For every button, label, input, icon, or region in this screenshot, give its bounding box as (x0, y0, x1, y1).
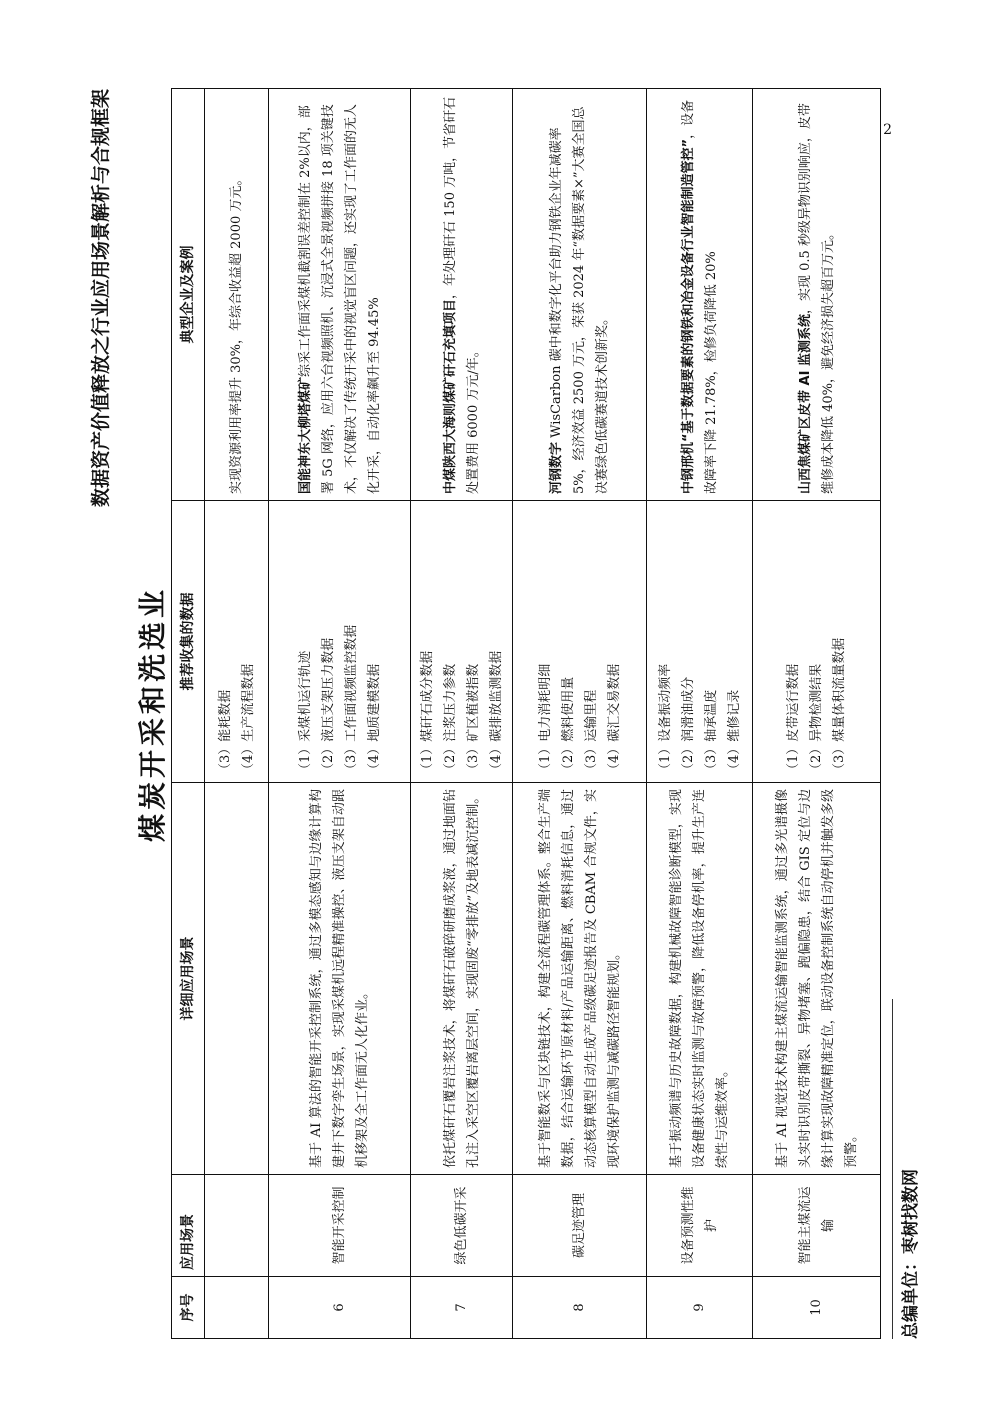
row-scenario (205, 1175, 269, 1277)
section-title: 煤炭开采和洗选业 (136, 586, 169, 843)
case-company: 山西焦煤矿区皮带 AI 监测系统 (797, 314, 813, 494)
table-row (513, 89, 647, 1339)
data-item: （4）碳汇交易数据 (606, 663, 622, 776)
case-description: WisCarbon 碳中和数字化平台助力钢铁企业年减碳率 5%，经济效益 2500 万元，荣获 2024 年“数据要素×”大赛全国总决赛绿色低碳赛道技术创新奖。 (549, 106, 610, 494)
case-company: 河钢数字 (549, 441, 564, 494)
data-item: （2）异物检测结果 (809, 663, 824, 776)
col-header-scenario: 应用场景 (172, 1175, 205, 1277)
case-description: 实现资源利用率提升 30%，年综合收益超 2000 万元。 (229, 172, 244, 494)
data-item: （4）维修记录 (726, 689, 742, 776)
data-item: （3）矿区植被指数 (465, 663, 481, 776)
header-title: 数据资产价值释放之行业应用场景解析与合规框架 (90, 89, 112, 508)
row-detail: 基于 AI 算法的智能开采控制系统，通过多模态感知与边缘计算构建井下数字孪生场景，实现采煤机远程精准操控、液压支架自动跟机移架及全工作面无人化作业。 (269, 783, 411, 1175)
data-item: （2）燃料使用量 (560, 676, 576, 776)
table-row (269, 89, 411, 1339)
case-company: 中煤陕西大海则煤矿矸石充填项目 (442, 298, 458, 494)
col-header-data: 推荐收集的数据 (172, 501, 205, 783)
row-detail: 依托煤矸石覆岩注浆技术，将煤矸石破碎研磨成浆液，通过地面钻孔注入采空区覆岩离层空间，实现固废“零排放”及地表减沉控制。 (411, 783, 513, 1175)
data-item: （1）电力消耗明细 (537, 663, 553, 776)
row-data-list (513, 501, 647, 783)
case-description: ，设备故障率下降 21.78%，检修负荷降低 20% (680, 99, 719, 494)
row-detail (205, 783, 269, 1175)
footer-editor: 总编单位：枣树找数网 (901, 1169, 921, 1339)
row-scenario: 碳足迹管理 (513, 1175, 647, 1277)
rotated-page-content (86, 89, 921, 1339)
data-item: （2）注浆压力参数 (442, 663, 458, 776)
row-index: 7 (411, 1277, 513, 1339)
row-scenario: 绿色低碳开采 (411, 1175, 513, 1277)
row-case (513, 89, 647, 501)
case-company: 国能神东大柳塔煤矿 (297, 376, 313, 494)
data-item: （4）碳排放监测数据 (488, 650, 504, 776)
data-item: （3）运输里程 (583, 689, 599, 776)
row-case (411, 89, 513, 501)
row-scenario: 智能主煤流运输 (753, 1175, 881, 1277)
data-item: （3）轴承温度 (703, 689, 719, 776)
case-description: 综采工作面采煤机截割误差控制在 2%以内，部署 5G 网络，应用六台视频照机、沉浸式全景视频拼接 18 项关键技术，不仅解决了传统开采中的视觉盲区问题，还实现了工作面的无人化开采，自动化率飙升至 94.45% (297, 103, 382, 494)
col-header-case: 典型企业及案例 (172, 89, 205, 501)
data-item: （1）设备振动频率 (657, 663, 673, 776)
table-row (205, 89, 269, 1339)
row-data-list (753, 501, 881, 783)
table-row (647, 89, 753, 1339)
data-item: （2）润滑油成分 (680, 676, 696, 776)
row-data-list (205, 501, 269, 783)
data-item: （4）生产流程数据 (240, 663, 256, 776)
row-data-list (647, 501, 753, 783)
data-item: （3）能耗数据 (217, 689, 233, 776)
data-item: （2）液压支架压力数据 (320, 637, 336, 776)
data-item: （1）采煤机运行轨迹 (297, 650, 313, 776)
row-data-list (411, 501, 513, 783)
table-row (753, 89, 881, 1339)
scenario-table (171, 88, 881, 1339)
row-data-list (269, 501, 411, 783)
case-company: 中钢邢机“基于数据要素的钢铁和冶金设备行业智能制造管控” (680, 138, 696, 494)
col-header-detail: 详细应用场景 (172, 783, 205, 1175)
col-header-index: 序号 (172, 1277, 205, 1339)
row-case (269, 89, 411, 501)
row-case (647, 89, 753, 501)
case-description: ，实现 0.5 秒级异物识别响应，皮带维修成本降低 40%，避免经济损失超百万元。 (797, 103, 836, 494)
row-index: 6 (269, 1277, 411, 1339)
row-detail: 基于振动频谱与历史故障数据，构建机械故障智能诊断模型，实现设备健康状态实时监测与故障预警，降低设备停机率，提升生产连续性与运维效率。 (647, 783, 753, 1175)
row-detail: 基于 AI 视觉技术构建主煤流运输智能监测系统，通过多光谱摄像头实时识别皮带撕裂、异物堵塞、跑偏隐患，结合 GIS 定位与边缘计算实现故障精准定位，联动设备控制系统自动停机并触发多级预警。 (753, 783, 881, 1175)
row-case (753, 89, 881, 501)
table-header-row (172, 89, 205, 1339)
footer-rule (892, 999, 893, 1339)
data-item: （3）工作面视频监控数据 (343, 624, 359, 776)
data-item: （3）煤量体积流量数据 (832, 637, 847, 776)
row-scenario: 智能开采控制 (269, 1175, 411, 1277)
data-item: （1）煤矸石成分数据 (419, 650, 435, 776)
page-number: 2 (883, 122, 892, 138)
row-index: 10 (753, 1277, 881, 1339)
table-body (205, 89, 881, 1339)
row-index: 9 (647, 1277, 753, 1339)
row-index: 8 (513, 1277, 647, 1339)
row-detail: 基于智能数采与区块链技术，构建全流程碳管理体系。整合生产端数据，结合运输环节原材料/产品运输距离、燃料消耗信息，通过动态核算模型自动生成产品级碳足迹报告及 CBAM 合规文件，实现环境保护监测与减碳路径智能规划。 (513, 783, 647, 1175)
table-row (411, 89, 513, 1339)
row-case (205, 89, 269, 501)
data-item: （4）地质建模数据 (366, 663, 382, 776)
data-item: （1）皮带运行数据 (786, 663, 801, 776)
row-index (205, 1277, 269, 1339)
case-description: ，年处理矸石 150 万吨，节省矸石处置费用 6000 万元/年。 (442, 96, 481, 494)
row-scenario: 设备预测性维护 (647, 1175, 753, 1277)
